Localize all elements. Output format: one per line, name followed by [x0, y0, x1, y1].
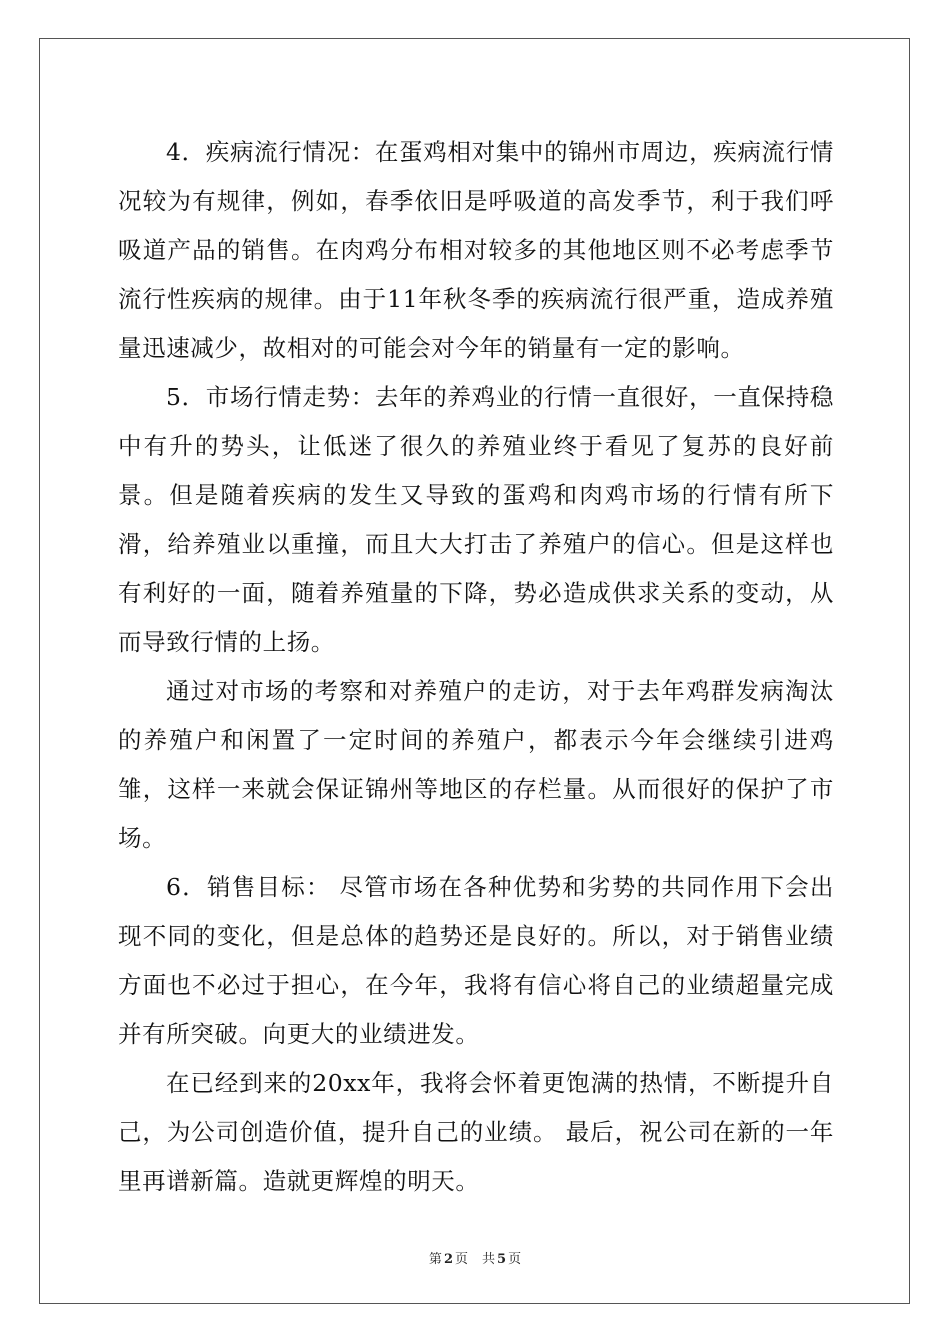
paragraph-market-trend: 5．市场行情走势：去年的养鸡业的行情一直很好，一直保持稳中有升的势头，让低迷了很久的养殖业终于看见了复苏的良好前景。但是随着疾病的发生又导致的蛋鸡和肉鸡市场的行情有所下滑，给养殖业以重撞，而且大大打击了养殖户的信心。但是这样也有利好的一面，随着养殖量的下降，势必造成供求关系的变动，从而导致行情的上扬。 [118, 383, 834, 656]
total-prefix: 共 [482, 1252, 496, 1267]
paragraph-sales-target: 6．销售目标： 尽管市场在各种优势和劣势的共同作用下会出现不同的变化，但是总体的趋势还是良好的。所以，对于销售业绩方面也不必过于担心，在今年，我将有信心将自己的业绩超量完成并有所突破。向更大的业绩进发。 [118, 873, 834, 1048]
paragraph-market-survey: 通过对市场的考察和对养殖户的走访，对于去年鸡群发病淘汰的养殖户和闲置了一定时间的养殖户，都表示今年会继续引进鸡雏，这样一来就会保证锦州等地区的存栏量。从而很好的保护了市场。 [118, 677, 834, 852]
total-suffix: 页 [508, 1252, 522, 1267]
page-prefix: 第 [428, 1252, 442, 1267]
total-page-number: 5 [497, 1252, 507, 1267]
paragraph-closing: 在已经到来的20xx年，我将会怀着更饱满的热情，不断提升自己，为公司创造价值，提升自己的业绩。 最后，祝公司在新的一年里再谱新篇。造就更辉煌的明天。 [118, 1069, 834, 1195]
page-footer [0, 1248, 950, 1267]
document-body [118, 128, 834, 1206]
paragraph-disease-situation: 4．疾病流行情况：在蛋鸡相对集中的锦州市周边，疾病流行情况较为有规律，例如，春季依旧是呼吸道的高发季节，利于我们呼吸道产品的销售。在肉鸡分布相对较多的其他地区则不必考虑季节流行性疾病的规律。由于11年秋冬季的疾病流行很严重，造成养殖量迅速减少，故相对的可能会对今年的销量有一定的影响。 [118, 138, 834, 362]
current-page-number: 2 [443, 1252, 453, 1267]
page-suffix: 页 [454, 1252, 468, 1267]
